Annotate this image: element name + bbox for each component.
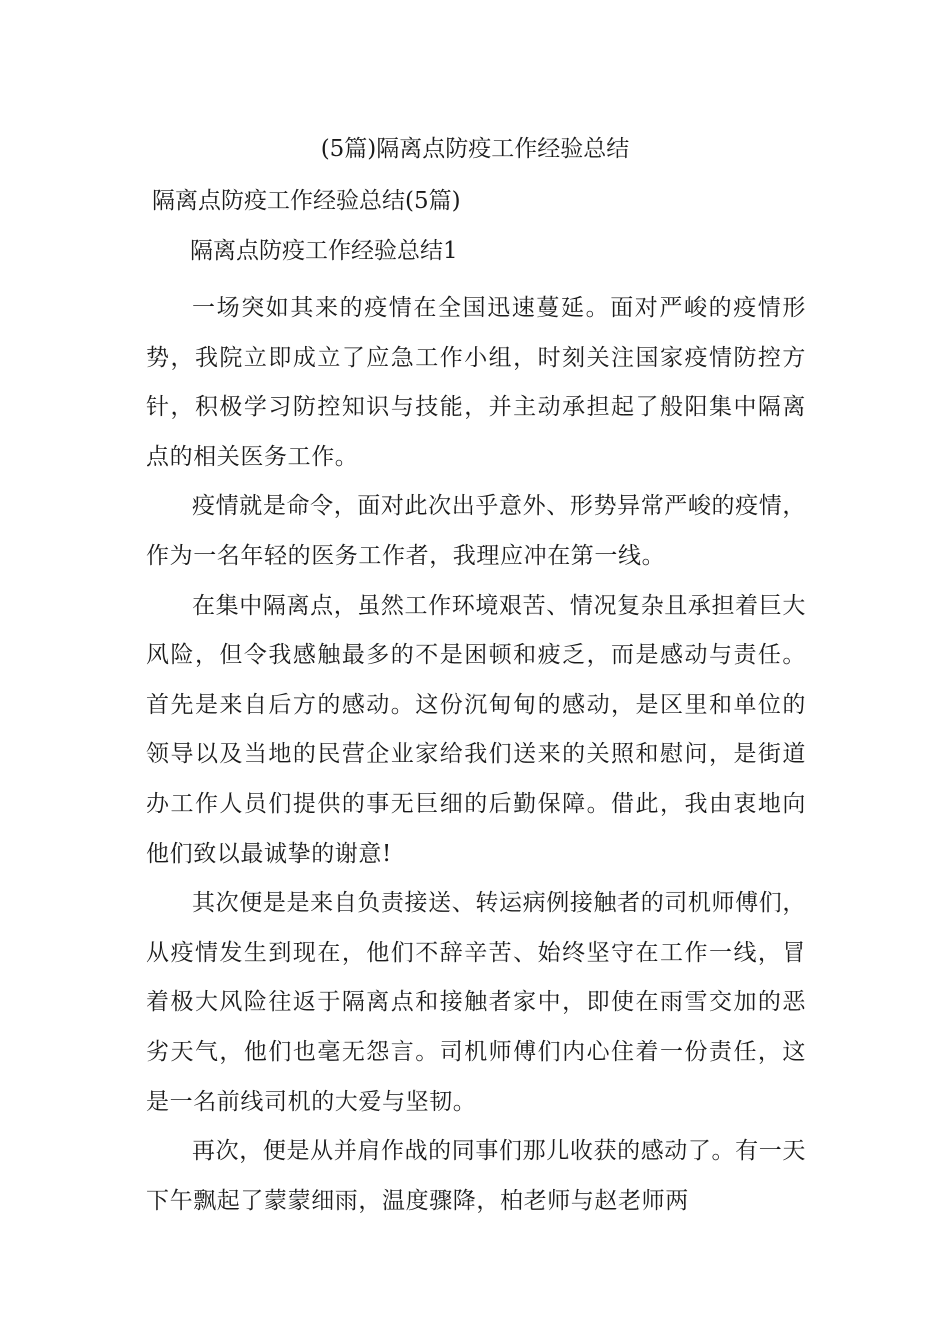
- paragraph: 在集中隔离点，虽然工作环境艰苦、情况复杂且承担着巨大风险，但令我感触最多的不是困顿和疲乏，而是感动与责任。首先是来自后方的感动。这份沉甸甸的感动，是区里和单位的领导以及当地的民营企业家给我们送来的关照和慰问，是街道办工作人员们提供的事无巨细的后勤保障。借此，我由衷地向他们致以最诚挚的谢意!: [146, 592, 806, 867]
- section-heading: 隔离点防疫工作经验总结1: [190, 238, 458, 264]
- document-title: (5篇)隔离点防疫工作经验总结: [320, 136, 630, 162]
- document-subtitle: 隔离点防疫工作经验总结(5篇): [152, 188, 461, 214]
- paragraph: 其次便是是来自负责接送、转运病例接触者的司机师傅们，从疫情发生到现在，他们不辞辛苦、始终坚守在工作一线，冒着极大风险往返于隔离点和接触者家中，即使在雨雪交加的恶劣天气，他们也毫无怨言。司机师傅们内心住着一份责任，这是一名前线司机的大爱与坚韧。: [146, 890, 806, 1115]
- paragraph: 一场突如其来的疫情在全国迅速蔓延。面对严峻的疫情形势，我院立即成立了应急工作小组，时刻关注国家疫情防控方针，积极学习防控知识与技能，并主动承担起了般阳集中隔离点的相关医务工作。: [146, 295, 806, 470]
- document-body: [146, 284, 806, 1226]
- paragraph: 疫情就是命令，面对此次出乎意外、形势异常严峻的疫情，作为一名年轻的医务工作者，我理应冲在第一线。: [146, 493, 806, 569]
- paragraph: 再次，便是从并肩作战的同事们那儿收获的感动了。有一天下午飘起了蒙蒙细雨，温度骤降，柏老师与赵老师两: [146, 1138, 806, 1214]
